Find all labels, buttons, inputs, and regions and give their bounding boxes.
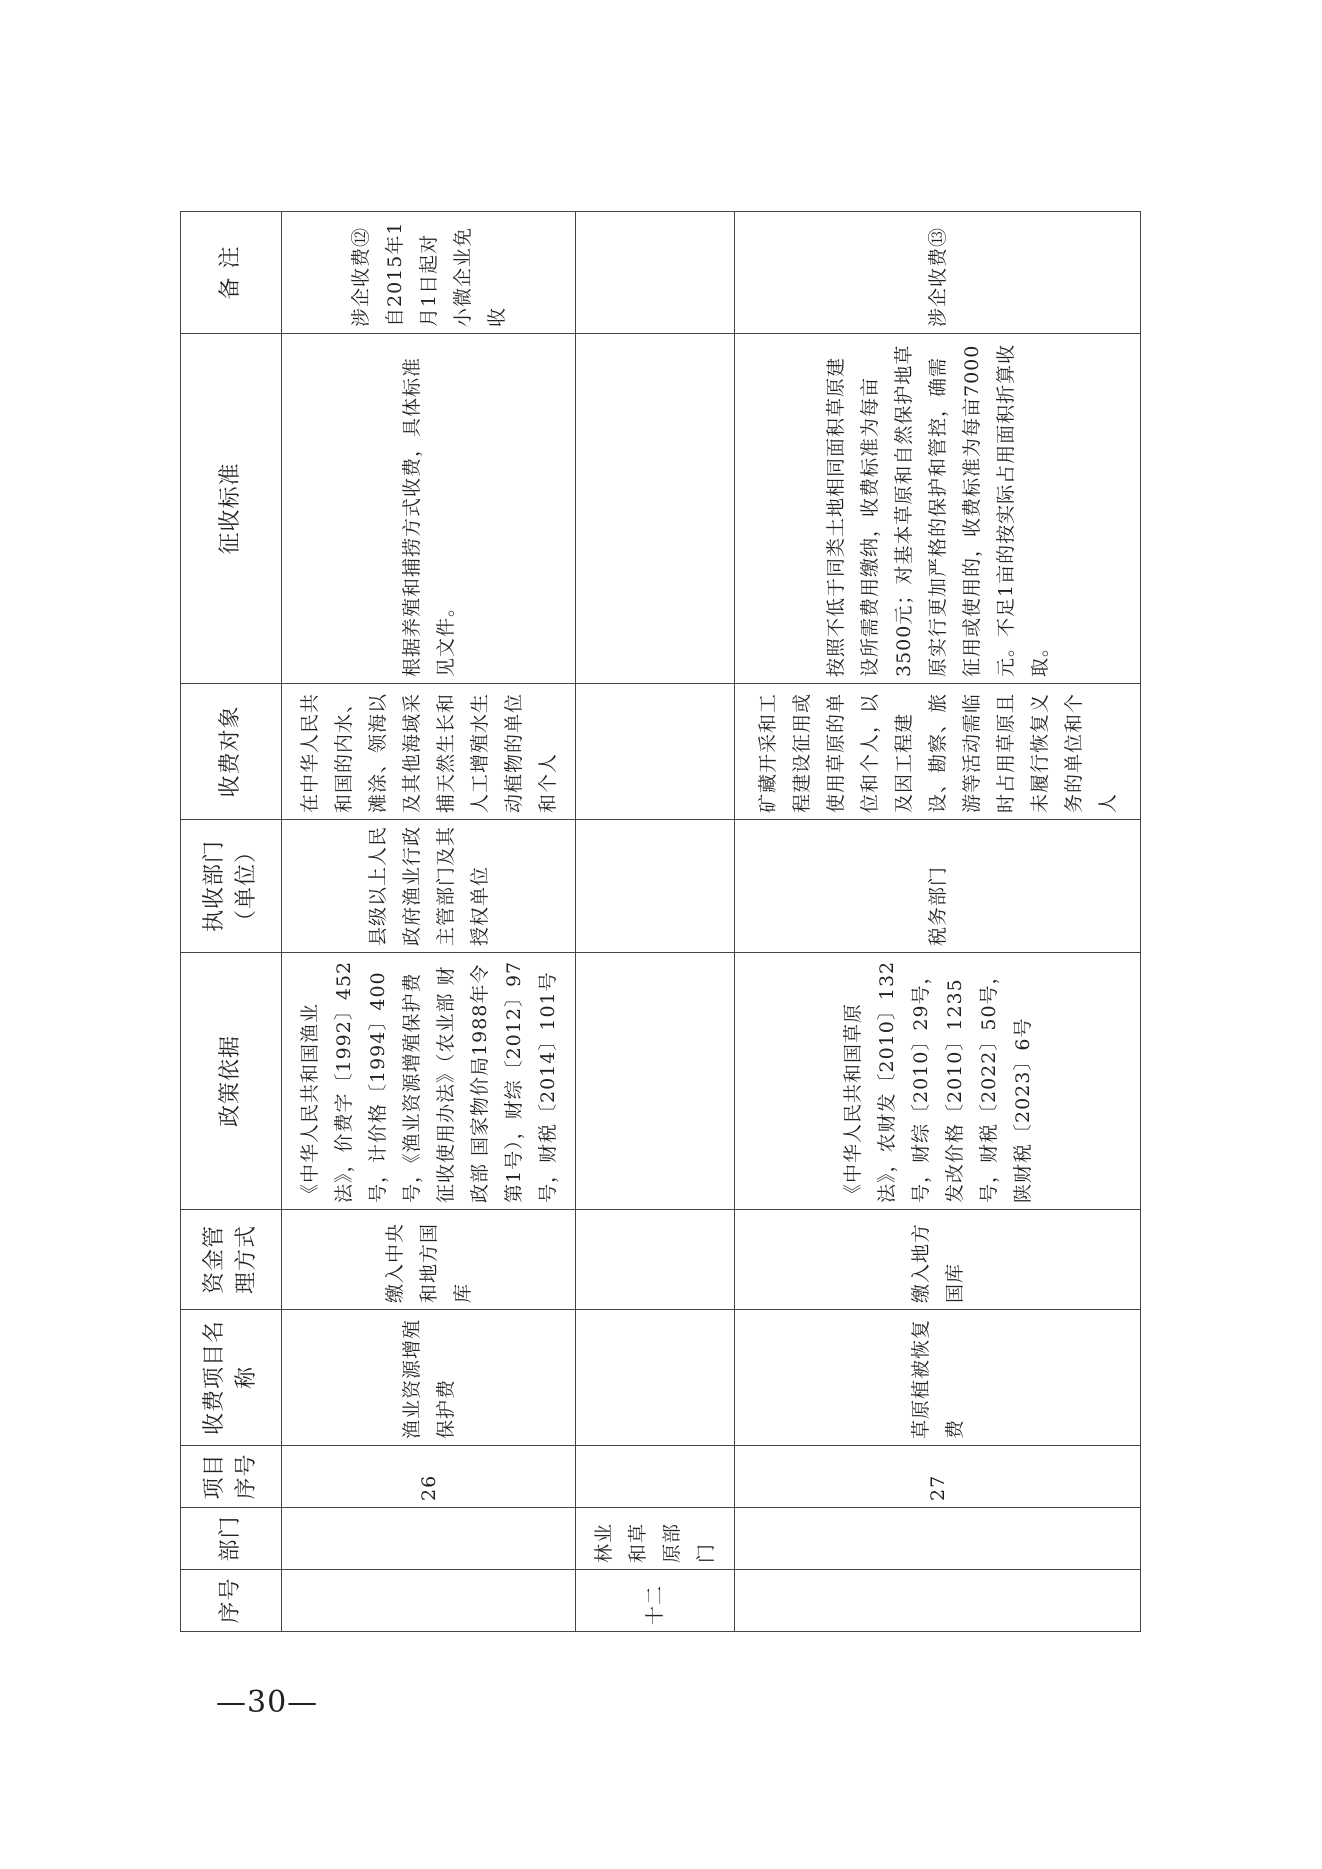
- header-item-no: 项目序号: [181, 1446, 282, 1508]
- header-fund: 资金管理方式: [181, 1210, 282, 1310]
- header-policy: 政策依据: [181, 953, 282, 1210]
- page-number: —30—: [216, 1685, 319, 1720]
- cell-remark: 涉企收费⑬: [735, 212, 1141, 334]
- cell-standard: 根据养殖和捕捞方式收费，具体标准见文件。: [282, 334, 576, 684]
- cell-seq: 十二: [576, 1570, 735, 1632]
- cell-policy: [576, 953, 735, 1210]
- cell-name: [576, 1310, 735, 1446]
- cell-dept: [282, 1508, 576, 1570]
- header-seq: 序号: [181, 1570, 282, 1632]
- cell-name: 渔业资源增殖保护费: [282, 1310, 576, 1446]
- cell-target: 矿藏开采和工程建设征用或使用草原的单位和个人，以及因工程建设、勘察、旅游等活动需临时占用草原且未履行恢复义务的单位和个人: [735, 684, 1141, 820]
- header-remark: 备 注: [181, 212, 282, 334]
- cell-collector: 税务部门: [735, 820, 1141, 953]
- cell-seq: [282, 1570, 576, 1632]
- table-row: [282, 212, 576, 1632]
- header-collector: 执收部门（单位）: [181, 820, 282, 953]
- cell-fund: [576, 1210, 735, 1310]
- cell-policy: 《中华人民共和国草原法》，农财发〔2010〕132号，财综〔2010〕29号，发改价格〔2010〕1235号，财税〔2022〕50号，陕财税〔2023〕6号: [735, 953, 1141, 1210]
- cell-item-no: 26: [282, 1446, 576, 1508]
- cell-seq: [735, 1570, 1141, 1632]
- cell-remark: 涉企收费⑫自2015年1月1日起对小微企业免收: [282, 212, 576, 334]
- rotated-table-container: [180, 221, 1130, 1632]
- table-row: [576, 212, 735, 1632]
- cell-remark: [576, 212, 735, 334]
- header-name: 收费项目名称: [181, 1310, 282, 1446]
- cell-collector: 县级以上人民政府渔业行政主管部门及其授权单位: [282, 820, 576, 953]
- cell-fund: 缴入地方国库: [735, 1210, 1141, 1310]
- cell-dept: 林业和草原部门: [576, 1508, 735, 1570]
- cell-dept: [735, 1508, 1141, 1570]
- cell-item-no: [576, 1446, 735, 1508]
- header-row: [181, 212, 282, 1632]
- cell-item-no: 27: [735, 1446, 1141, 1508]
- cell-policy: 《中华人民共和国渔业法》，价费字〔1992〕452号，计价格〔1994〕400号，《渔业资源增殖保护费征收使用办法》（农业部 财政部 国家物价局1988年令第1号），财综〔2012〕97号，财税〔2014〕101号: [282, 953, 576, 1210]
- header-standard: 征收标准: [181, 334, 282, 684]
- cell-fund: 缴入中央和地方国库: [282, 1210, 576, 1310]
- cell-standard: [576, 334, 735, 684]
- cell-target: 在中华人民共和国的内水、滩涂、领海以及其他海域采捕天然生长和人工增殖水生动植物的单位和个人: [282, 684, 576, 820]
- cell-collector: [576, 820, 735, 953]
- header-dept: 部门: [181, 1508, 282, 1570]
- cell-name: 草原植被恢复费: [735, 1310, 1141, 1446]
- header-target: 收费对象: [181, 684, 282, 820]
- table-row: [735, 212, 1141, 1632]
- cell-target: [576, 684, 735, 820]
- cell-standard: 按照不低于同类土地相同面积草原建设所需费用缴纳，收费标准为每亩3500元；对基本草原和自然保护地草原实行更加严格的保护和管控，确需征用或使用的，收费标准为每亩7000元。不足1亩的按实际占用面积折算收取。: [735, 334, 1141, 684]
- fee-table: [180, 211, 1141, 1632]
